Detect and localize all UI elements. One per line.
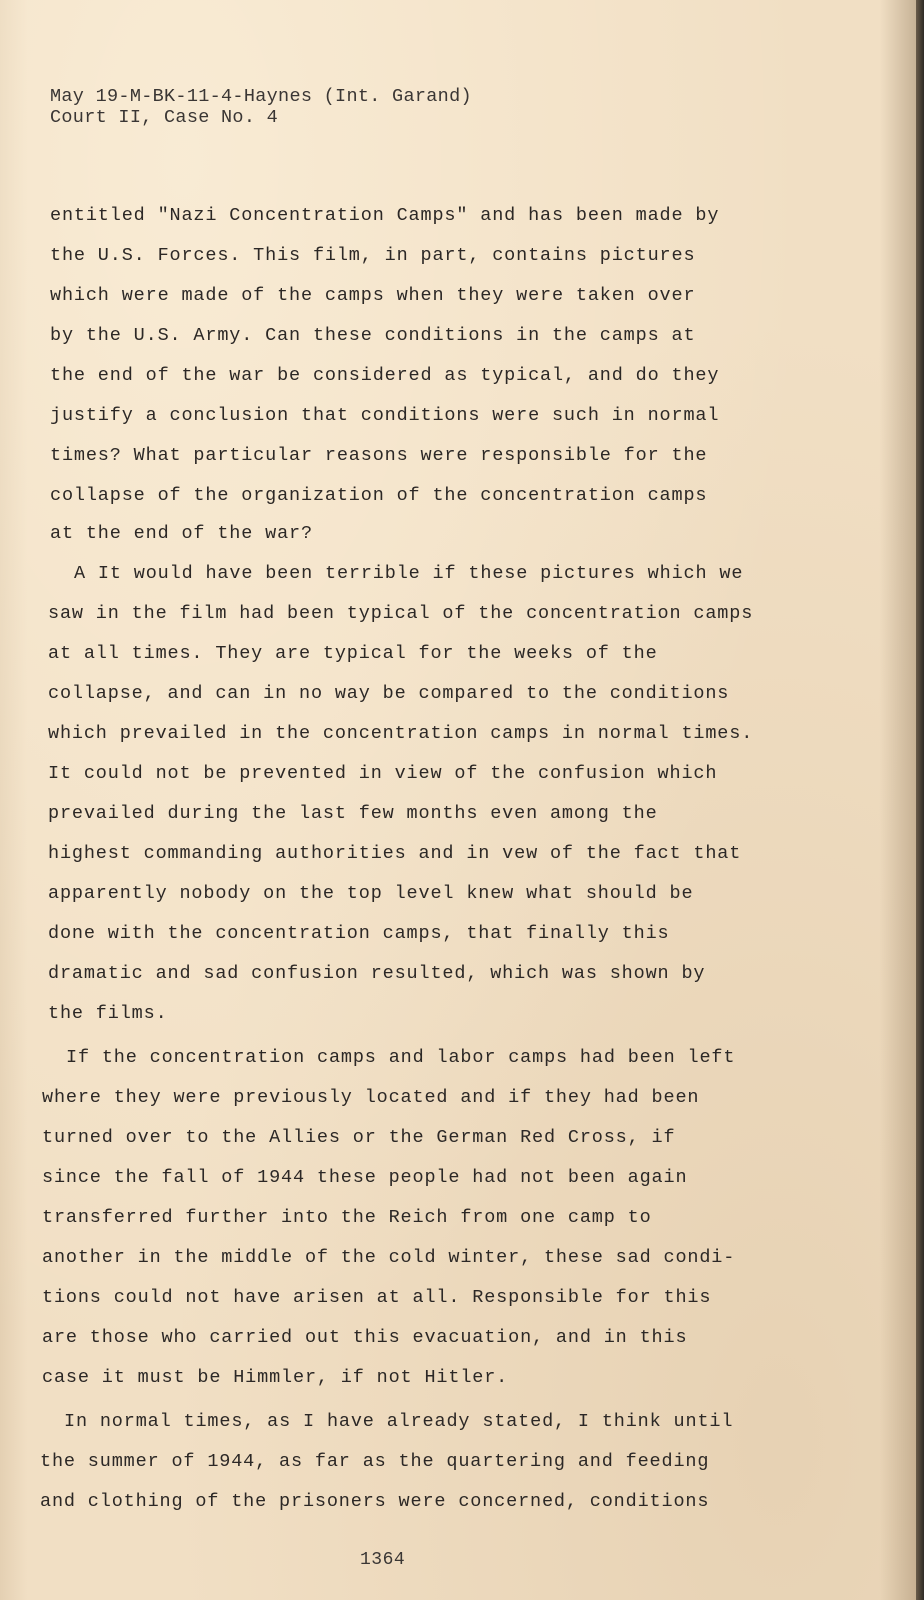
answer-line: A It would have been terrible if these pictures which we — [74, 563, 744, 584]
page-number: 1364 — [360, 1550, 406, 1570]
text-line: collapse, and can in no way be compared to the conditions — [48, 683, 730, 704]
header-line-2: Court II, Case No. 4 — [50, 107, 279, 128]
text-line: collapse of the organization of the concentration camps — [50, 485, 708, 506]
text-line: at all times. They are typical for the weeks of the — [48, 643, 658, 664]
text-line: by the U.S. Army. Can these conditions in the camps at — [50, 325, 696, 346]
text-line: justify a conclusion that conditions were such in normal — [50, 405, 720, 426]
text-line: the summer of 1944, as far as the quartering and feeding — [40, 1451, 710, 1472]
text-line: which were made of the camps when they were taken over — [50, 285, 696, 306]
text-line: prevailed during the last few months even among the — [48, 803, 658, 824]
text-line: highest commanding authorities and in vew of the fact that — [48, 843, 742, 864]
text-line: the films. — [48, 1003, 168, 1024]
document-header — [50, 86, 472, 128]
text-line: another in the middle of the cold winter, these sad condi- — [42, 1247, 736, 1268]
text-line: tions could not have arisen at all. Responsible for this — [42, 1287, 712, 1308]
text-line: saw in the film had been typical of the concentration camps — [48, 603, 754, 624]
text-line: at the end of the war? — [50, 523, 313, 544]
text-line: since the fall of 1944 these people had not been again — [42, 1167, 688, 1188]
text-line: case it must be Himmler, if not Hitler. — [42, 1367, 509, 1388]
text-line: times? What particular reasons were responsible for the — [50, 445, 708, 466]
text-line: apparently nobody on the top level knew what should be — [48, 883, 694, 904]
header-line-1: May 19-M-BK-11-4-Haynes (Int. Garand) — [50, 86, 472, 107]
text-line: where they were previously located and if they had been — [42, 1087, 700, 1108]
text-line: In normal times, as I have already stated, I think until — [64, 1411, 734, 1432]
text-line: the U.S. Forces. This film, in part, contains pictures — [50, 245, 696, 266]
page-edge-shadow — [916, 0, 924, 1600]
text-line: are those who carried out this evacuation, and in this — [42, 1327, 688, 1348]
text-line: It could not be prevented in view of the confusion which — [48, 763, 718, 784]
text-line: and clothing of the prisoners were concerned, conditions — [40, 1491, 710, 1512]
text-line: transferred further into the Reich from one camp to — [42, 1207, 652, 1228]
text-line: dramatic and sad confusion resulted, which was shown by — [48, 963, 706, 984]
text-line: turned over to the Allies or the German Red Cross, if — [42, 1127, 676, 1148]
text-line: If the concentration camps and labor camps had been left — [66, 1047, 736, 1068]
text-line: which prevailed in the concentration camps in normal times. — [48, 723, 754, 744]
text-line: done with the concentration camps, that finally this — [48, 923, 670, 944]
text-line: the end of the war be considered as typical, and do they — [50, 365, 720, 386]
text-line: entitled "Nazi Concentration Camps" and has been made by — [50, 205, 720, 226]
